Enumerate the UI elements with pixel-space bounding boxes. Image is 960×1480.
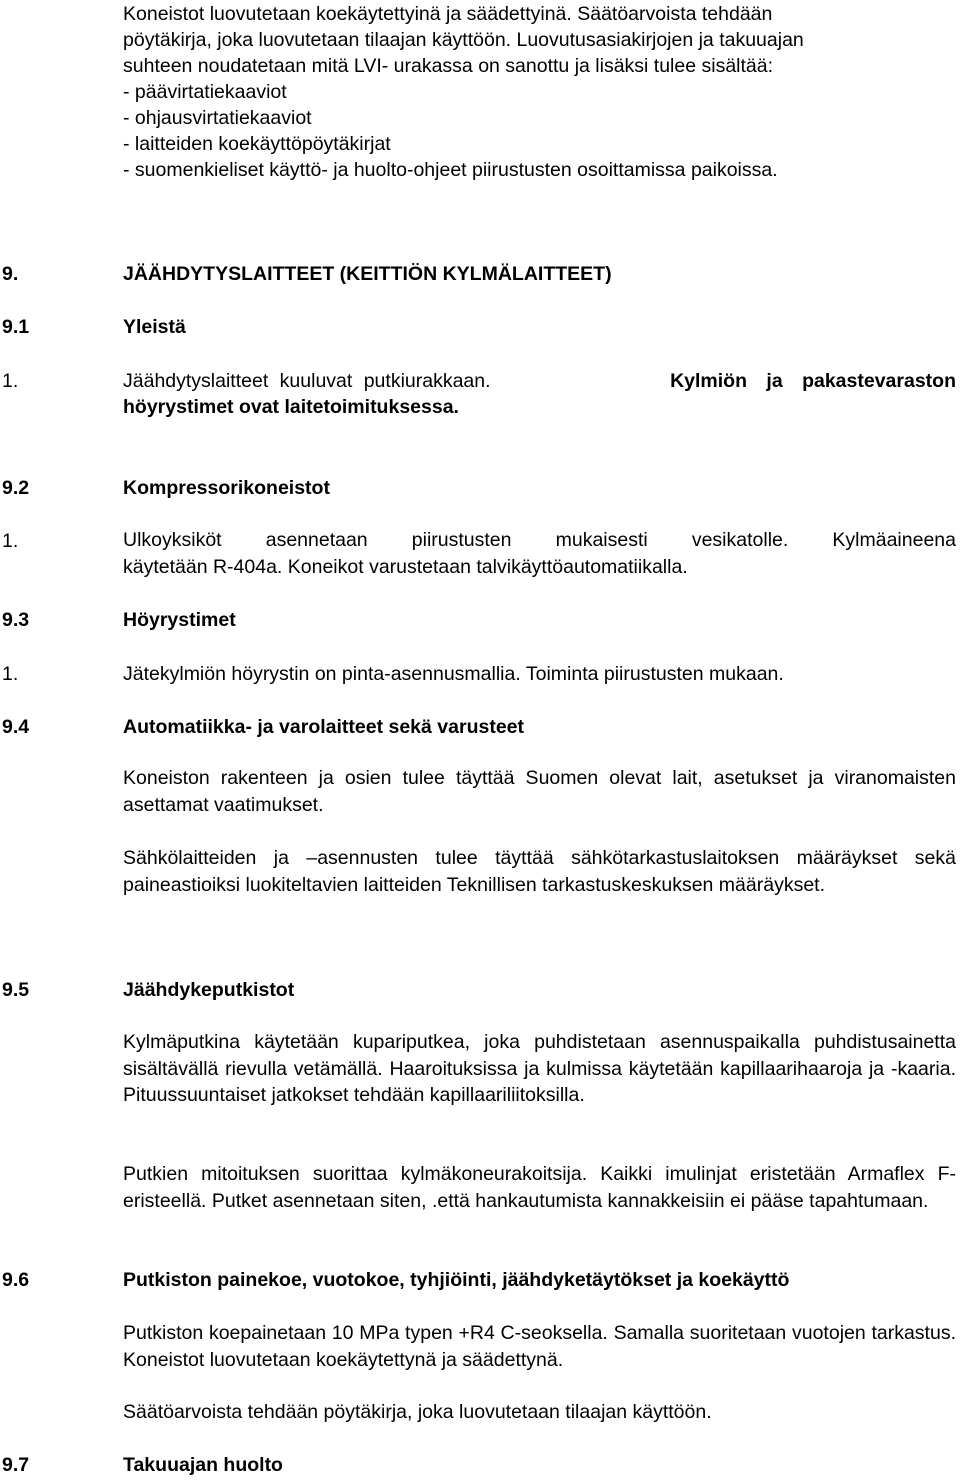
list-number: 1.: [2, 370, 19, 392]
section-heading: Höyrystimet: [123, 609, 236, 631]
section-number: 9.: [2, 263, 19, 285]
section-number: 9.6: [2, 1269, 30, 1291]
section-number: 9.7: [2, 1454, 30, 1476]
intro-line-2: pöytäkirja, joka luovutetaan tilaajan käyttöön. Luovutusasiakirjojen ja takuuajan: [123, 29, 804, 51]
section-number: 9.2: [2, 477, 30, 499]
section-number: 9.3: [2, 609, 30, 631]
s95-paragraph-2: Putkien mitoituksen suorittaa kylmäkoneurakoitsija. Kaikki imulinjat eristetään Armaflex F-eristeellä. Putket asennetaan siten, .että hankautumista kannakkeisiin ei pääse tapahtumaan.: [123, 1163, 956, 1212]
intro-list-item: - suomenkieliset käyttö- ja huolto-ohjeet piirustusten osoittamissa paikoissa.: [123, 159, 778, 181]
intro-line-1: Koneistot luovutetaan koekäytettyinä ja säädettyinä. Säätöarvoista tehdään: [123, 3, 773, 25]
s91-bold-text: Kylmiön ja pakastevaraston: [670, 370, 956, 392]
s94-paragraph-2: Sähkölaitteiden ja –asennusten tulee täyttää sähkötarkastuslaitoksen määräykset sekä paineastioiksi luokiteltavien laitteiden Teknillisen tarkastuskeskuksen määräykset.: [123, 847, 956, 896]
intro-line-3: suhteen noudatetaan mitä LVI- urakassa on sanottu ja lisäksi tulee sisältää:: [123, 55, 774, 77]
intro-list-item: - ohjausvirtatiekaaviot: [123, 107, 312, 129]
section-heading: Automatiikka- ja varolaitteet sekä varusteet: [123, 716, 525, 738]
section-heading: Jäähdykeputkistot: [123, 979, 295, 1001]
section-number: 9.4: [2, 716, 30, 738]
section-number: 9.5: [2, 979, 30, 1001]
section-heading: JÄÄHDYTYSLAITTEET (KEITTIÖN KYLMÄLAITTEET): [123, 263, 612, 285]
s91-line-1: [123, 369, 956, 393]
s92-line-2: käytetään R-404a. Koneikot varustetaan talvikäyttöautomatiikalla.: [123, 556, 688, 578]
section-number: 9.1: [2, 316, 30, 338]
intro-list-item: - laitteiden koekäyttöpöytäkirjat: [123, 133, 391, 155]
list-number: 1.: [2, 530, 19, 552]
s92-line-1: Ulkoyksiköt asennetaan piirustusten mukaisesti vesikatolle. Kylmäaineena: [123, 529, 956, 551]
section-heading: Yleistä: [123, 316, 186, 338]
s95-paragraph-1: Kylmäputkina käytetään kupariputkea, joka puhdistetaan asennuspaikalla puhdistusainetta sisältävällä rievulla vetämällä. Haaroituksissa ja kulmissa käytetään kapillaarihaaroja ja -kaaria. Pituussuuntaiset jatkokset tehdään kapillaariliitoksilla.: [123, 1031, 956, 1106]
s91-bold-line-2: höyrystimet ovat laitetoimituksessa.: [123, 396, 459, 418]
section-heading: Takuuajan huolto: [123, 1454, 283, 1476]
s91-text: Jäähdytyslaitteet kuuluvat putkiurakkaan.: [123, 370, 491, 392]
intro-list-item: - päävirtatiekaaviot: [123, 81, 287, 103]
s96-paragraph-2: Säätöarvoista tehdään pöytäkirja, joka luovutetaan tilaajan käyttöön.: [123, 1401, 712, 1423]
s94-paragraph-1: Koneiston rakenteen ja osien tulee täyttää Suomen olevat lait, asetukset ja viranomaisten asettamat vaatimukset.: [123, 767, 956, 816]
s96-paragraph-1: Putkiston koepainetaan 10 MPa typen +R4 C-seoksella. Samalla suoritetaan vuotojen tarkastus. Koneistot luovutetaan koekäytettynä ja säädettynä.: [123, 1322, 956, 1371]
section-heading: Kompressorikoneistot: [123, 477, 330, 499]
section-heading: Putkiston painekoe, vuotokoe, tyhjiöinti, jäähdyketäytökset ja koekäyttö: [123, 1269, 790, 1291]
list-number: 1.: [2, 663, 19, 685]
s93-line-1: Jätekylmiön höyrystin on pinta-asennusmallia. Toiminta piirustusten mukaan.: [123, 663, 784, 685]
